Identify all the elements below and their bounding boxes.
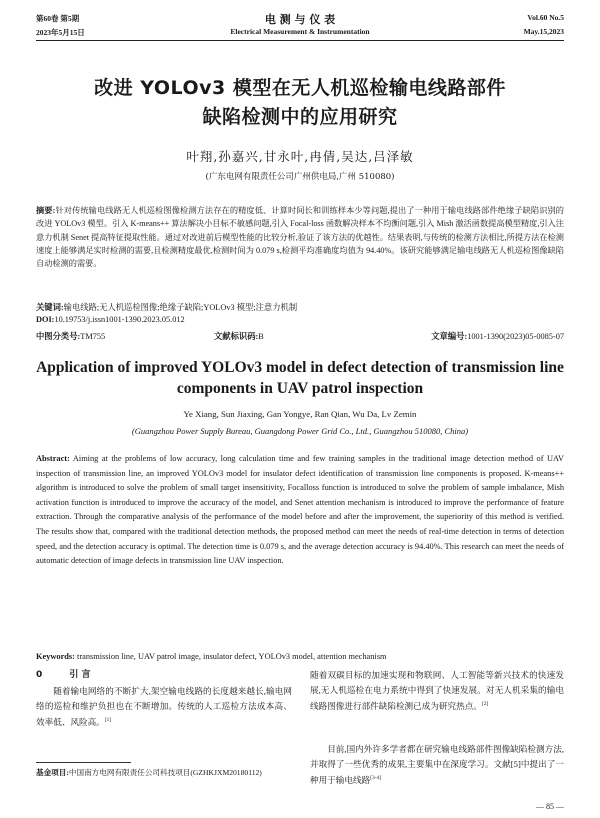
abstract-en bbox=[36, 452, 564, 569]
abstract-cn-label: 摘要: bbox=[36, 206, 56, 215]
keywords-cn-text: 输电线路;无人机巡检图像;绝缘子缺陷;YOLOv3 模型;注意力机制 bbox=[63, 303, 298, 312]
authors-cn: 叶翔,孙嘉兴,甘永叶,冉倩,吴达,吕泽敏 bbox=[186, 149, 414, 164]
footnote-rule bbox=[36, 762, 131, 763]
publish-date: 2023年5月15日 bbox=[36, 28, 85, 37]
keywords-en-text: transmission line, UAV patrol image, insulator defect, YOLOv3 model, attention mechanism bbox=[74, 652, 387, 661]
fund-note bbox=[36, 766, 292, 779]
intro-left-paragraph: 随着输电网络的不断扩大,架空输电线路的长度越来越长,输电网络的巡检和维护负担也在不断增加。传统的人工巡检方法成本高、效率低、风险高。[1] bbox=[36, 686, 292, 728]
clc-number: 中图分类号:TM755 bbox=[36, 332, 106, 341]
title-en-line2: components in UAV patrol inspection bbox=[176, 380, 424, 397]
keywords-cn bbox=[36, 301, 564, 313]
title-cn-line1: 改进 YOLOv3 模型在无人机巡检输电线路部件 bbox=[94, 77, 506, 99]
keywords-en-label: Keywords: bbox=[36, 652, 75, 661]
doi bbox=[36, 315, 564, 324]
keywords-en bbox=[36, 652, 564, 661]
volume-issue-en: Vol.60 No.5 bbox=[527, 13, 564, 22]
header-rule bbox=[36, 40, 564, 41]
doi-text: 10.19753/j.issn1001-1390.2023.05.012 bbox=[54, 315, 185, 324]
authors-en: Ye Xiang, Sun Jiaxing, Gan Yongye, Ran Qian, Wu Da, Lv Zemin bbox=[183, 409, 417, 419]
abstract-cn-text: 针对传统输电线路无人机巡检图像检测方法存在的精度低、计算时间长和训练样本少等问题,提出了一种用于输电线路部件绝缘子缺陷识别的改进 YOLOv3 模型。引入 K-means++ 算法解决小目标不敏感问题,引入 Focal-loss 函数解决样本不均衡问题,引入 Mish 激活函数提高模型精度,引入注意力机制 Senet 提高特征提取性能。通过对改进前后模型性能的比较分析,验证了该方法的优越性。结果表明,与传统的检测方法相比,所提方法在检测速度上能够满足实时检测的需要,且检测精度最优,检测时间为 0.079 s,检测平均准确度均值为 94.40%。该研究能够满足输电线路无人机巡检图像缺陷自动检测的需要。 bbox=[36, 206, 564, 269]
document-code: 文献标识码:B bbox=[214, 332, 264, 341]
page-number: — 85 — bbox=[536, 802, 564, 811]
section-heading bbox=[36, 668, 292, 683]
journal-name: 电 测 与 仪 表 bbox=[264, 13, 336, 26]
intro-right-paragraph-2: 目前,国内外许多学者都在研究输电线路部件图像缺陷检测方法,并取得了一些优秀的成果,主要集中在深度学习。文献[5]中提出了一种用于输电线路[3-4] bbox=[310, 744, 564, 786]
citation-ref: [2] bbox=[481, 701, 489, 708]
title-en-line1: Application of improved YOLOv3 model in defect detection of transmission line bbox=[36, 359, 564, 376]
abstract-en-text: Aiming at the problems of low accuracy, long calculation time and few training samples in the traditional image detection method of UAV inspection of transmission line, an improved YOLOv3 model for insulator defect identification of transmission line components is proposed. K-means++ algorithm is introduced to solve the problem of small target insensitivity, Focalloss function is introduced to solve the problem of sample imbalance, Mish activation function is introduced to improve the accuracy of the model, and Senet attention mechanism is introduced to improve the performance of feature extraction. Through the comparative analysis of the performance of the model before and after the improvement, the superiority of this method is verified. The results show that, compared with the traditional detection methods, the proposed method can meet the needs of real-time detection in terms of detection speed, and the detection accuracy is optimal. The detection time is 0.079 s, and the average detection accuracy is 94.40%. This research can meet the needs of automatic detection of image defects in transmission line UAV inspection. bbox=[36, 454, 564, 566]
affiliation-cn: (广东电网有限责任公司广州供电局,广州 510080) bbox=[205, 172, 395, 182]
abstract-en-label: Abstract: bbox=[36, 454, 70, 463]
section-title: 引 言 bbox=[69, 670, 91, 680]
fund-label: 基金项目: bbox=[36, 768, 69, 777]
citation-ref: [1] bbox=[104, 717, 112, 724]
article-number: 文章编号:1001-1390(2023)05-0085-07 bbox=[431, 332, 564, 341]
abstract-cn bbox=[36, 204, 564, 270]
citation-ref: [3-4] bbox=[370, 775, 382, 782]
fund-text: 中国南方电网有限责任公司科技项目(GZHKJXM20180112) bbox=[68, 768, 262, 777]
title-cn-line2: 缺陷检测中的应用研究 bbox=[202, 106, 398, 128]
affiliation-en: (Guangzhou Power Supply Bureau, Guangdong Power Grid Co., Ltd., Guangzhou 510080, China) bbox=[131, 426, 469, 436]
doi-label: DOI: bbox=[36, 315, 55, 324]
keywords-cn-label: 关键词: bbox=[36, 303, 64, 312]
publish-date-en: May.15,2023 bbox=[523, 27, 564, 36]
section-number: 0 bbox=[36, 670, 43, 680]
volume-issue: 第60卷 第5期 bbox=[36, 14, 80, 23]
journal-name-en: Electrical Measurement & Instrumentation bbox=[230, 27, 370, 36]
intro-right-paragraph-1: 随着双碳目标的加速实现和物联网、人工智能等新兴技术的快速发展,无人机巡检在电力系统中得到了快速发展。对无人机采集的输电线路图像进行部件缺陷检测已成为研究热点。[2] bbox=[310, 670, 564, 712]
